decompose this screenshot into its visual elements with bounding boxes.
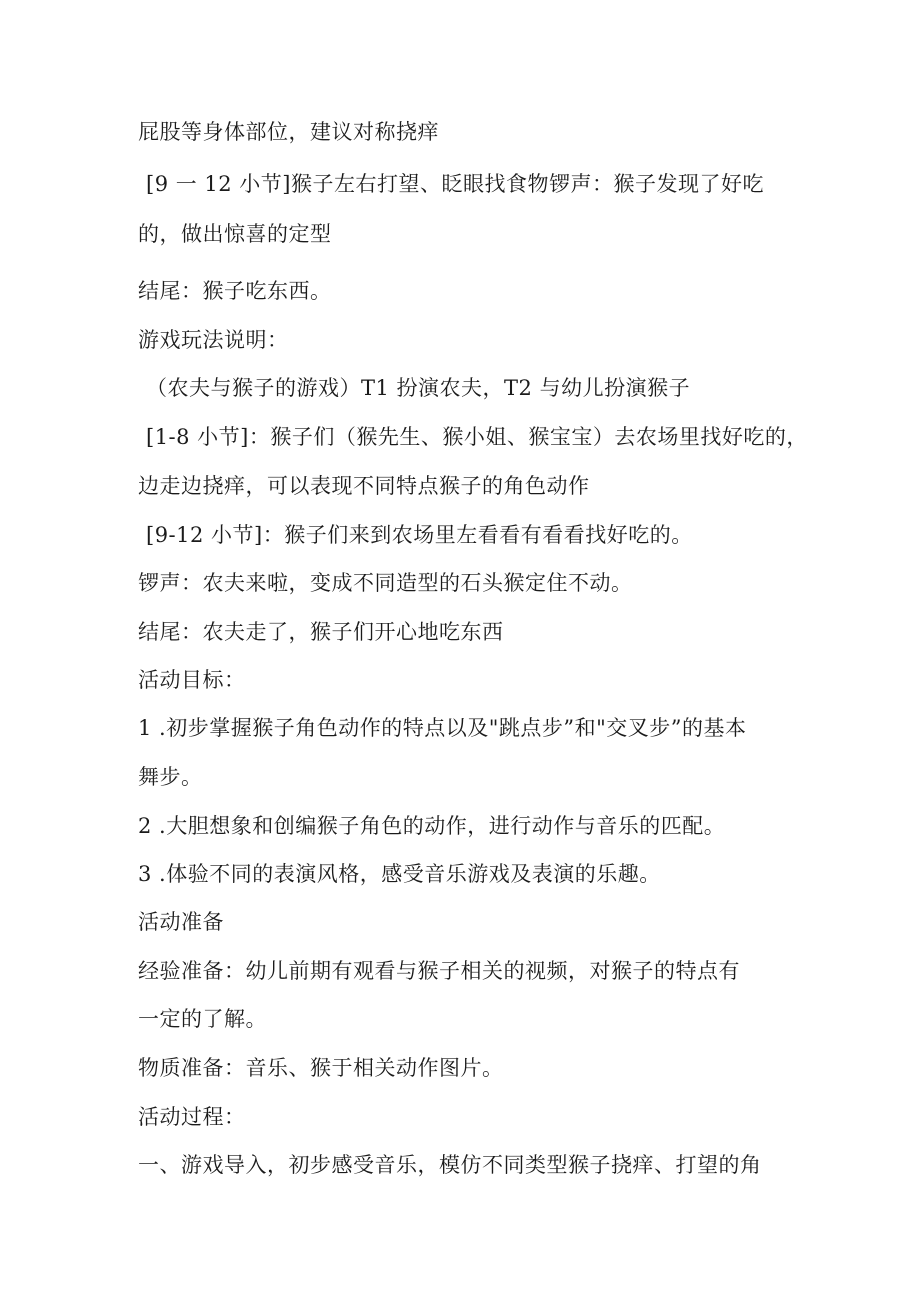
text-line: 3 .体验不同的表演风格，感受音乐游戏及表演的乐趣。 — [138, 862, 661, 886]
text-line: 的，做出惊喜的定型 — [138, 222, 332, 246]
text-line: 1 .初步掌握猴子角色动作的特点以及"跳点步”和"交叉步”的基本 — [138, 716, 747, 740]
text-line: 边走边挠痒，可以表现不同特点猴子的角色动作 — [138, 474, 590, 498]
section-heading: 活动准备 — [138, 910, 224, 934]
text-line: 一定的了解。 — [138, 1007, 267, 1031]
text-line: 经验准备：幼儿前期有观看与猴子相关的视频，对猴子的特点有 — [138, 959, 740, 983]
text-line: 2 .大胆想象和创编猴子角色的动作，进行动作与音乐的匹配。 — [138, 814, 726, 838]
text-line: [9-12 小节]：猴子们来到农场里左看看有看看找好吃的。 — [146, 523, 693, 547]
text-line: [1-8 小节]：猴子们（猴先生、猴小姐、猴宝宝）去农场里找好吃的， — [146, 425, 808, 449]
text-line: 结尾：农夫走了，猴子们开心地吃东西 — [138, 620, 504, 644]
text-line: 锣声：农夫来啦，变成不同造型的石头猴定住不动。 — [138, 571, 633, 595]
section-heading: 游戏玩法说明： — [138, 328, 289, 352]
text-line: 结尾：猴子吃东西。 — [138, 279, 332, 303]
section-heading: 活动过程： — [138, 1105, 246, 1129]
text-line: 一、游戏导入，初步感受音乐，模仿不同类型猴子挠痒、打望的角 — [138, 1153, 762, 1177]
text-line: 舞步。 — [138, 765, 203, 789]
text-line: 屁股等身体部位，建议对称挠痒 — [138, 120, 439, 144]
section-heading: 活动目标： — [138, 668, 246, 692]
text-line: [9 一 12 小节]猴子左右打望、眨眼找食物锣声：猴子发现了好吃 — [146, 172, 764, 196]
text-line: 物质准备：音乐、猴于相关动作图片。 — [138, 1056, 504, 1080]
text-line: （农夫与猴子的游戏）T1 扮演农夫，T2 与幼儿扮演猴子 — [146, 376, 691, 400]
